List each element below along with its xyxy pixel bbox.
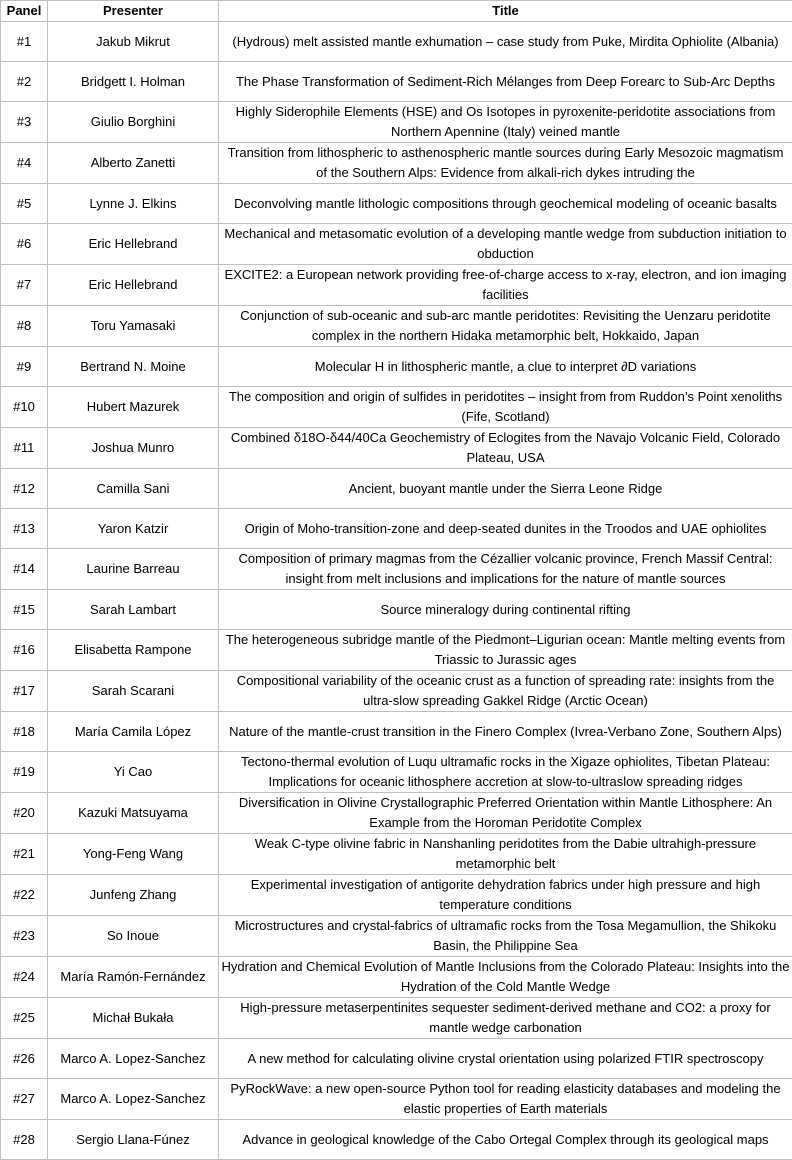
title-text: Highly Siderophile Elements (HSE) and Os Isotopes in pyroxenite-peridotite associations from Northern Apennine (Italy) veined mantle [221, 102, 790, 142]
table-row [1, 1079, 792, 1120]
presenter-name-cell: María Ramón-Fernández [48, 957, 219, 998]
title-text: The composition and origin of sulfides in peridotites – insight from from Ruddon’s Point xenoliths (Fife, Scotland) [221, 387, 790, 427]
title-text: Microstructures and crystal-fabrics of ultramafic rocks from the Tosa Megamullion, the Shikoku Basin, the Philippine Sea [221, 916, 790, 956]
table-row [1, 224, 792, 265]
title-text: (Hydrous) melt assisted mantle exhumation – case study from Puke, Mirdita Ophiolite (Albania) [221, 32, 790, 52]
presenter-name-cell: Eric Hellebrand [48, 265, 219, 306]
panel-number-cell: #6 [1, 224, 48, 265]
title-text: Mechanical and metasomatic evolution of a developing mantle wedge from subduction initiation to obduction [221, 224, 790, 264]
table-row [1, 875, 792, 916]
table-row [1, 347, 792, 387]
title-text: Ancient, buoyant mantle under the Sierra Leone Ridge [221, 479, 790, 499]
table-row [1, 916, 792, 957]
presenter-name-cell: Bridgett I. Holman [48, 62, 219, 102]
table-row [1, 62, 792, 102]
table-row [1, 265, 792, 306]
title-cell [219, 102, 792, 143]
title-cell [219, 630, 792, 671]
title-cell [219, 875, 792, 916]
presenter-name-cell: Laurine Barreau [48, 549, 219, 590]
table-row [1, 102, 792, 143]
presenter-name-cell: Kazuki Matsuyama [48, 793, 219, 834]
presenter-name-cell: Marco A. Lopez-Sanchez [48, 1079, 219, 1120]
title-cell [219, 62, 792, 102]
title-cell [219, 224, 792, 265]
table-body [1, 22, 792, 1160]
title-cell [219, 469, 792, 509]
title-cell [219, 793, 792, 834]
panel-number-cell: #17 [1, 671, 48, 712]
presenter-name-cell: Sergio Llana-Fúnez [48, 1120, 219, 1160]
title-text: High-pressure metaserpentinites sequester sediment-derived methane and CO2: a proxy for mantle wedge carbonation [221, 998, 790, 1038]
panel-number-cell: #13 [1, 509, 48, 549]
title-text: A new method for calculating olivine crystal orientation using polarized FTIR spectroscopy [221, 1049, 790, 1069]
panel-number-cell: #28 [1, 1120, 48, 1160]
title-text: Conjunction of sub-oceanic and sub-arc mantle peridotites: Revisiting the Uenzaru peridotite complex in the northern Hidaka metamorphic belt, Hokkaido, Japan [221, 306, 790, 346]
table-row [1, 998, 792, 1039]
panel-number-cell: #23 [1, 916, 48, 957]
title-text: EXCITE2: a European network providing free-of-charge access to x-ray, electron, and ion imaging facilities [221, 265, 790, 305]
title-text: Diversification in Olivine Crystallographic Preferred Orientation within Mantle Lithosphere: An Example from the Horoman Peridotite Complex [221, 793, 790, 833]
title-cell [219, 143, 792, 184]
table-row [1, 428, 792, 469]
title-text: The Phase Transformation of Sediment-Rich Mélanges from Deep Forearc to Sub-Arc Depths [221, 72, 790, 92]
table-header [1, 1, 792, 22]
title-text: Tectono-thermal evolution of Luqu ultramafic rocks in the Xigaze ophiolites, Tibetan Plateau: Implications for oceanic lithosphere accretion at slow-to-ultraslow spreading ridges [221, 752, 790, 792]
presenter-name-cell: Lynne J. Elkins [48, 184, 219, 224]
table-row [1, 143, 792, 184]
title-text: Nature of the mantle-crust transition in the Finero Complex (Ivrea-Verbano Zone, Southern Alps) [221, 722, 790, 742]
panel-number-cell: #22 [1, 875, 48, 916]
title-text: Origin of Moho-transition-zone and deep-seated dunites in the Troodos and UAE ophiolites [221, 519, 790, 539]
panel-number-cell: #19 [1, 752, 48, 793]
table-row [1, 549, 792, 590]
presenter-column-header: Presenter [48, 1, 219, 22]
table-row [1, 509, 792, 549]
title-cell [219, 671, 792, 712]
presenter-name-cell: Sarah Scarani [48, 671, 219, 712]
title-cell [219, 428, 792, 469]
title-text: Transition from lithospheric to asthenospheric mantle sources during Early Mesozoic magmatism of the Southern Alps: Evidence from alkali-rich dykes intruding the [221, 143, 790, 183]
panel-number-cell: #27 [1, 1079, 48, 1120]
panel-number-cell: #20 [1, 793, 48, 834]
presenter-name-cell: Junfeng Zhang [48, 875, 219, 916]
title-cell [219, 265, 792, 306]
title-text: Molecular H in lithospheric mantle, a clue to interpret ∂D variations [221, 357, 790, 377]
table-row [1, 1039, 792, 1079]
title-cell [219, 184, 792, 224]
presenter-name-cell: Yong-Feng Wang [48, 834, 219, 875]
panel-number-cell: #24 [1, 957, 48, 998]
panel-number-cell: #21 [1, 834, 48, 875]
presenter-name-cell: Camilla Sani [48, 469, 219, 509]
panel-number-cell: #4 [1, 143, 48, 184]
panel-number-cell: #2 [1, 62, 48, 102]
title-text: Composition of primary magmas from the Cézallier volcanic province, French Massif Central: insight from melt inclusions and implications for the nature of mantle sources [221, 549, 790, 589]
panel-number-cell: #9 [1, 347, 48, 387]
title-cell [219, 1120, 792, 1160]
panel-number-cell: #14 [1, 549, 48, 590]
title-text: Deconvolving mantle lithologic compositions through geochemical modeling of oceanic basalts [221, 194, 790, 214]
presenter-name-cell: Joshua Munro [48, 428, 219, 469]
title-cell [219, 347, 792, 387]
title-cell [219, 916, 792, 957]
panel-number-cell: #25 [1, 998, 48, 1039]
table-row [1, 22, 792, 62]
title-cell [219, 752, 792, 793]
title-cell [219, 22, 792, 62]
title-cell [219, 306, 792, 347]
title-text: Source mineralogy during continental rifting [221, 600, 790, 620]
panel-number-cell: #18 [1, 712, 48, 752]
panel-number-cell: #11 [1, 428, 48, 469]
title-text: Compositional variability of the oceanic crust as a function of spreading rate: insights from the ultra-slow spreading Gakkel Ridge (Arctic Ocean) [221, 671, 790, 711]
table-row [1, 671, 792, 712]
panel-number-cell: #1 [1, 22, 48, 62]
title-cell [219, 387, 792, 428]
table-row [1, 957, 792, 998]
presenter-name-cell: Marco A. Lopez-Sanchez [48, 1039, 219, 1079]
title-text: PyRockWave: a new open-source Python tool for reading elasticity databases and modeling the elastic properties of Earth materials [221, 1079, 790, 1119]
title-text: Combined δ18O-δ44/40Ca Geochemistry of Eclogites from the Navajo Volcanic Field, Colorado Plateau, USA [221, 428, 790, 468]
title-column-header: Title [219, 1, 792, 22]
table-row [1, 306, 792, 347]
title-cell [219, 590, 792, 630]
panel-number-cell: #3 [1, 102, 48, 143]
table-row [1, 712, 792, 752]
presenter-name-cell: So Inoue [48, 916, 219, 957]
table-row [1, 184, 792, 224]
title-text: Experimental investigation of antigorite dehydration fabrics under high pressure and high temperature conditions [221, 875, 790, 915]
title-cell [219, 1079, 792, 1120]
table-row [1, 469, 792, 509]
title-cell [219, 1039, 792, 1079]
title-cell [219, 509, 792, 549]
title-text: Hydration and Chemical Evolution of Mantle Inclusions from the Colorado Plateau: Insights into the Hydration of the Cold Mantle Wedge [221, 957, 790, 997]
panel-number-cell: #16 [1, 630, 48, 671]
title-cell [219, 712, 792, 752]
table-row [1, 590, 792, 630]
table-row [1, 834, 792, 875]
presenter-name-cell: María Camila López [48, 712, 219, 752]
title-text: Advance in geological knowledge of the Cabo Ortegal Complex through its geological maps [221, 1130, 790, 1150]
panel-number-cell: #8 [1, 306, 48, 347]
title-cell [219, 957, 792, 998]
header-row [1, 1, 792, 22]
panel-column-header: Panel [1, 1, 48, 22]
presenter-name-cell: Bertrand N. Moine [48, 347, 219, 387]
presenter-name-cell: Jakub Mikrut [48, 22, 219, 62]
title-cell [219, 834, 792, 875]
panel-number-cell: #12 [1, 469, 48, 509]
title-cell [219, 998, 792, 1039]
presenter-name-cell: Toru Yamasaki [48, 306, 219, 347]
presenter-name-cell: Hubert Mazurek [48, 387, 219, 428]
panel-number-cell: #5 [1, 184, 48, 224]
presenter-name-cell: Sarah Lambart [48, 590, 219, 630]
panel-number-cell: #15 [1, 590, 48, 630]
table-row [1, 387, 792, 428]
presenter-name-cell: Yaron Katzir [48, 509, 219, 549]
panel-number-cell: #7 [1, 265, 48, 306]
table-row [1, 630, 792, 671]
title-text: The heterogeneous subridge mantle of the Piedmont–Ligurian ocean: Mantle melting events from Triassic to Jurassic ages [221, 630, 790, 670]
title-text: Weak C-type olivine fabric in Nanshanling peridotites from the Dabie ultrahigh-pressure metamorphic belt [221, 834, 790, 874]
presenter-name-cell: Elisabetta Rampone [48, 630, 219, 671]
panel-number-cell: #26 [1, 1039, 48, 1079]
presenter-name-cell: Giulio Borghini [48, 102, 219, 143]
presenter-name-cell: Alberto Zanetti [48, 143, 219, 184]
table-row [1, 752, 792, 793]
table-row [1, 1120, 792, 1160]
panel-number-cell: #10 [1, 387, 48, 428]
table-row [1, 793, 792, 834]
title-cell [219, 549, 792, 590]
presenter-name-cell: Michał Bukała [48, 998, 219, 1039]
presenter-name-cell: Yi Cao [48, 752, 219, 793]
presenter-name-cell: Eric Hellebrand [48, 224, 219, 265]
